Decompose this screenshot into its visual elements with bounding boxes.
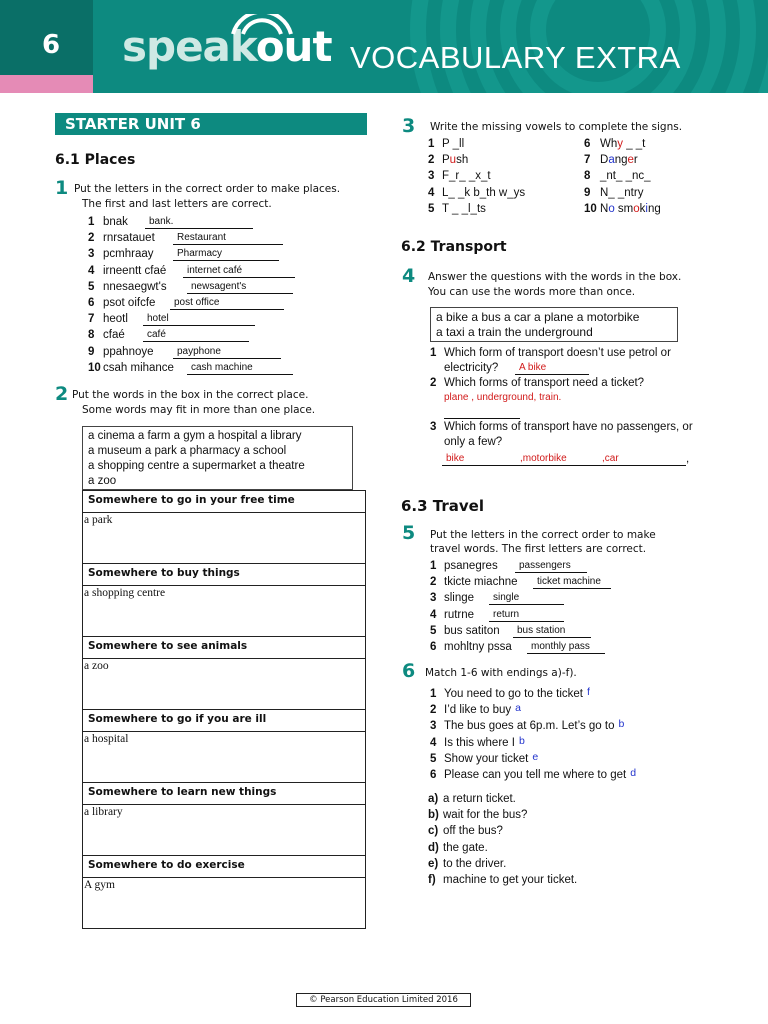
exercise-1-instruction-2: The first and last letters are correct. [82, 198, 272, 210]
item-number: 1 [430, 560, 437, 572]
exercise-2-instruction-2: Some words may fit in more than one place. [82, 404, 316, 416]
question-text: Which forms of transport need a ticket? [444, 377, 645, 389]
item-number: 5 [88, 280, 95, 293]
exercise-1-instruction: Put the letters in the correct order to make places. [74, 183, 341, 195]
ending-text: the gate. [443, 841, 488, 854]
match-answer[interactable]: e [532, 750, 539, 763]
vowel-answer[interactable]: y [617, 138, 623, 150]
item-number: 7 [584, 154, 591, 167]
exercise-4-q3-answer-3[interactable]: ,car [600, 453, 686, 466]
vowel-answer[interactable]: o [633, 202, 640, 215]
exercise-6-instruction: Match 1-6 with endings a)-f). [425, 667, 577, 679]
exercise-5-instruction: Put the letters in the correct order to make [430, 529, 656, 541]
exercise-4-q1: 1 Which form of transport doesn’t use petrol or [430, 347, 671, 359]
sign-text: N_ _ntry [600, 186, 644, 199]
item-number: 4 [430, 608, 437, 621]
item-question: rutrne [444, 608, 475, 621]
item-question: You need to go to the ticket [444, 688, 583, 700]
exercise-5-item [430, 560, 498, 572]
exercise-5-number: 5 [402, 522, 416, 544]
table-heading: Somewhere to see animals [83, 637, 365, 659]
vowel-answer[interactable]: a [608, 154, 615, 167]
exercise-5-item [430, 641, 512, 653]
exercise-4-word-box [430, 307, 678, 342]
unit-title-bar: STARTER UNIT 6 [55, 113, 367, 135]
sign-item [428, 203, 486, 215]
table-answer[interactable]: a shopping centre [83, 586, 365, 637]
exercise-3-number: 3 [402, 115, 416, 137]
exercise-5-answer[interactable]: bus station [513, 625, 591, 638]
match-answer[interactable]: a [515, 702, 521, 715]
answer-line [444, 418, 520, 419]
sign-item [584, 138, 645, 150]
item-question: psot oifcfe [103, 297, 156, 309]
exercise-6-item [430, 686, 590, 700]
table-answer[interactable]: a park [83, 513, 365, 564]
sign-text: D [600, 154, 609, 167]
word-box-line: a museum a park a pharmacy a school [88, 445, 287, 457]
exercise-4-q2: 2 Which forms of transport need a ticket? [430, 377, 645, 389]
exercise-1-answer[interactable]: newsagent's [187, 281, 293, 294]
item-question: The bus goes at 6p.m. Let’s go to [444, 720, 615, 733]
exercise-1-answer[interactable]: Pharmacy [173, 248, 279, 261]
question-text: electricity? [444, 362, 499, 374]
sign-item [428, 187, 525, 199]
exercise-1-answer[interactable]: post office [170, 297, 284, 310]
table-heading: Somewhere to learn new things [83, 783, 365, 805]
word-box-line: a taxi a train the underground [436, 325, 593, 339]
exercise-5-item [430, 592, 474, 604]
item-number: 2 [430, 576, 437, 589]
exercise-1-item [88, 313, 128, 325]
section-transport: 6.2 Transport [401, 239, 507, 255]
copyright-footer: © Pearson Education Limited 2016 [296, 993, 471, 1007]
word-box-line: a cinema a farm a gym a hospital a library [88, 430, 302, 442]
exercise-5-answer[interactable]: monthly pass [527, 641, 605, 654]
exercise-1-answer[interactable]: Restaurant [173, 232, 283, 245]
section-travel: 6.3 Travel [401, 497, 484, 515]
exercise-1-answer[interactable]: café [143, 329, 249, 342]
item-number: 4 [428, 186, 435, 199]
item-number: 5 [430, 752, 437, 765]
table-answer[interactable]: a library [83, 805, 365, 856]
exercise-6-item [430, 735, 525, 749]
item-number: 3 [88, 248, 95, 261]
exercise-1-item [88, 248, 154, 260]
exercise-4-number: 4 [402, 265, 416, 287]
item-question: Please can you tell me where to get [444, 769, 627, 781]
exercise-4-q3-end: , [686, 453, 690, 465]
item-number: 4 [88, 264, 95, 277]
word-box-line: a zoo [88, 475, 117, 487]
exercise-5-answer[interactable]: return [489, 609, 564, 622]
item-number: 1 [430, 688, 437, 700]
exercise-4-q1-answer[interactable]: A bike [515, 362, 589, 375]
exercise-3-instruction: Write the missing vowels to complete the signs. [430, 121, 683, 133]
item-question: mohltny pssa [444, 641, 512, 653]
unit-number: 6 [0, 0, 93, 75]
item-question: bus satiton [444, 624, 500, 637]
exercise-6-item [430, 767, 636, 781]
item-question: rnrsatauet [103, 232, 155, 245]
exercise-2-number: 2 [55, 383, 69, 405]
item-number: 5 [430, 624, 437, 637]
sign-text: T _ _l_ts [442, 202, 486, 215]
exercise-2-word-box [82, 426, 353, 490]
sign-item [428, 138, 464, 150]
item-question: I’d like to buy [444, 704, 512, 717]
logo-out: out [255, 22, 332, 71]
item-number: 7 [88, 313, 95, 326]
sign-item [428, 170, 491, 182]
item-number: 8 [88, 329, 95, 342]
logo-arc-icon [227, 14, 297, 36]
word-box-line: a bike a bus a car a plane a motorbike [436, 310, 640, 324]
exercise-1-item [88, 362, 174, 374]
item-question: bnak [103, 216, 128, 228]
question-text: Which forms of transport have no passengers, or [444, 421, 693, 433]
item-number: 4 [430, 736, 437, 749]
sign-text: P _ll [442, 138, 465, 150]
item-question: irneentt cfaé [103, 264, 167, 277]
item-number: 8 [584, 170, 591, 183]
ending-item [428, 858, 506, 870]
exercise-6-item [430, 718, 624, 732]
table-answer[interactable]: a hospital [83, 732, 365, 783]
match-answer[interactable]: b [618, 718, 625, 731]
answer-line [571, 465, 600, 466]
sign-text: L_ _k b_th w_ys [442, 186, 526, 199]
exercise-1-answer[interactable]: payphone [173, 346, 281, 359]
vowel-answer[interactable]: u [449, 154, 457, 167]
ending-letter: a) [428, 793, 439, 805]
match-answer[interactable]: f [586, 686, 590, 698]
ending-item [428, 842, 488, 854]
vowel-answer[interactable]: e [627, 154, 634, 167]
item-question: slinge [444, 592, 475, 605]
sign-text: r [633, 154, 638, 167]
item-number: 3 [430, 592, 437, 605]
ending-item [428, 809, 527, 821]
ending-text: to the driver. [443, 857, 507, 870]
match-answer[interactable]: d [630, 767, 637, 779]
exercise-1-answer[interactable]: hotel [143, 313, 255, 326]
item-number: 6 [88, 297, 95, 309]
exercise-6-item [430, 751, 538, 765]
exercise-4-q2-answer[interactable]: plane , underground, train. [444, 392, 562, 403]
word-box-line: a shopping centre a supermarket a theatre [88, 460, 305, 472]
question-text: Which form of transport doesn’t use petrol or [444, 347, 671, 359]
exercise-4-q3-answer-2[interactable]: ,motorbike [518, 453, 571, 466]
table-heading: Somewhere to go in your free time [83, 491, 365, 513]
table-answer[interactable]: a zoo [83, 659, 365, 710]
exercise-4-q3-cont [444, 436, 502, 448]
pink-strip [0, 75, 93, 93]
sign-item [584, 187, 643, 199]
item-number: 1 [88, 216, 95, 228]
page-title: VOCABULARY EXTRA [350, 40, 681, 75]
item-number: 10 [88, 361, 101, 374]
exercise-1-item [88, 297, 155, 309]
exercise-5-answer[interactable]: ticket machine [533, 576, 611, 589]
exercise-6-number: 6 [402, 660, 416, 682]
exercise-1-number: 1 [55, 177, 69, 199]
question-text: only a few? [444, 436, 503, 448]
exercise-5-item [430, 576, 518, 588]
exercise-4-instruction-2: You can use the words more than once. [428, 286, 636, 298]
sign-text: sh [456, 154, 469, 167]
ending-letter: b) [428, 809, 439, 822]
item-number: 10 [584, 202, 597, 215]
sign-text: ng [614, 154, 628, 167]
item-number: 6 [584, 138, 591, 150]
sign-text: ng [647, 202, 661, 215]
item-number: 2 [88, 232, 95, 245]
item-number: 3 [430, 720, 437, 733]
item-number: 9 [584, 186, 591, 199]
item-number: 2 [430, 704, 437, 717]
exercise-2-instruction: Put the words in the box in the correct place. [72, 389, 309, 401]
ending-letter: c) [428, 825, 439, 838]
item-question: pcmhraay [103, 248, 154, 261]
item-number: 6 [430, 641, 437, 653]
exercise-5-instruction-2: travel words. The first letters are correct. [430, 543, 647, 555]
sign-item [584, 170, 651, 182]
exercise-1-item [88, 346, 154, 358]
sign-item [584, 203, 661, 215]
item-question: heotl [103, 313, 128, 326]
ending-letter: f) [428, 874, 436, 886]
exercise-1-item [88, 281, 167, 293]
exercise-5-item [430, 609, 474, 621]
item-question: cfaé [103, 329, 125, 342]
exercise-1-item [88, 232, 155, 244]
exercise-1-answer[interactable]: cash machine [187, 362, 293, 375]
ending-text: machine to get your ticket. [443, 874, 578, 886]
item-number: 3 [428, 170, 435, 183]
ending-letter: d) [428, 841, 439, 854]
item-question: psanegres [444, 560, 498, 572]
exercise-1-item [88, 216, 128, 228]
ending-item [428, 874, 577, 886]
exercise-4-q3-answer-1[interactable]: bike [442, 453, 518, 466]
sign-text: F_r_ _x_t [442, 170, 491, 183]
sign-text: P [442, 154, 450, 167]
vowel-answer[interactable]: o [608, 202, 615, 215]
sign-text: _nt_ _nc_ [600, 170, 651, 183]
item-question: Show your ticket [444, 752, 529, 765]
item-question: Is this where I [444, 736, 515, 749]
ending-text: off the bus? [443, 825, 503, 838]
sign-text: _ _t [623, 138, 646, 150]
exercise-4-q3: 3 Which forms of transport have no passengers, or [430, 421, 693, 433]
exercise-4-instruction: Answer the questions with the words in the box. [428, 271, 682, 283]
exercise-5-answer[interactable]: single [489, 592, 564, 605]
exercise-5-answer[interactable]: passengers [515, 560, 587, 573]
page-header [0, 0, 768, 93]
ending-letter: e) [428, 857, 439, 870]
sign-item [428, 154, 468, 166]
exercise-1-answer[interactable]: internet café [183, 265, 295, 278]
ending-text: wait for the bus? [443, 809, 528, 822]
sign-text: k [639, 202, 646, 215]
exercise-1-answer[interactable]: bank. [145, 216, 253, 229]
item-number: 1 [428, 138, 435, 150]
sign-item [584, 154, 638, 166]
item-question: csah mihance [103, 361, 174, 374]
exercise-2-table [82, 490, 366, 929]
logo-speak: speak [122, 22, 256, 71]
table-answer[interactable]: A gym [84, 879, 115, 891]
item-question: nnesaegwt's [103, 280, 167, 293]
item-number: 9 [88, 345, 95, 358]
sign-text: N [600, 202, 609, 215]
item-number: 6 [430, 769, 437, 781]
sign-text: sm [614, 202, 634, 215]
item-question: ppahnoye [103, 345, 154, 358]
item-number: 2 [428, 154, 435, 167]
ending-text: a return ticket. [443, 793, 516, 805]
match-answer[interactable]: b [518, 734, 525, 747]
exercise-1-item [88, 265, 166, 277]
table-heading: Somewhere to go if you are ill [83, 710, 365, 732]
exercise-6-item [430, 702, 521, 716]
table-heading: Somewhere to do exercise [83, 856, 365, 878]
table-heading: Somewhere to buy things [83, 564, 365, 586]
sign-text: Wh [600, 138, 618, 150]
item-number: 5 [428, 202, 435, 215]
exercise-5-item [430, 625, 500, 637]
exercise-4-q1-cont [444, 362, 498, 374]
ending-item [428, 825, 503, 837]
ending-item [428, 793, 516, 805]
section-places: 6.1 Places [55, 152, 136, 168]
vowel-answer[interactable]: i [645, 202, 648, 215]
exercise-1-item [88, 329, 125, 341]
item-question: tkicte miachne [444, 576, 518, 589]
